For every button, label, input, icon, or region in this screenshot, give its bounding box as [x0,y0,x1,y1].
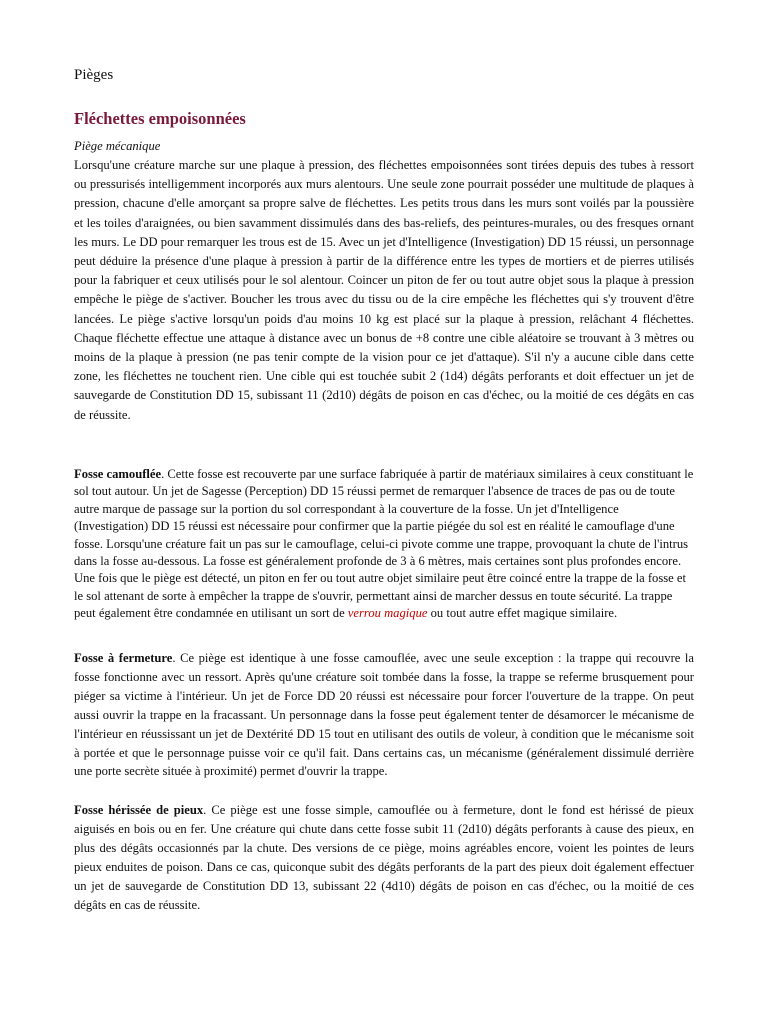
trap-description-paragraph: Lorsqu'une créature marche sur une plaque à pression, des fléchettes empoisonnées sont tirées depuis des tubes à ressort ou pressurisés intelligemment incorporés aux murs alentours. Une seule zone pourrait posséder une multitude de plaques à pression, chacune d'elle amorçant sa propre salve de fléchettes. Les petits trous dans les murs sont voilés par la poussière et les toiles d'araignées, ou bien savamment dissimulés dans des bas-reliefs, des peintures-murales, ou des fresques ornant les murs. Le DD pour remarquer les trous est de 15. Avec un jet d'Intelligence (Investigation) DD 15 réussi, un personnage peut déduire la présence d'une plaque à pression à partir de la différence entre les types de mortiers et de pierres utilisés pour la fabriquer et ceux utilisés pour le sol alentour. Coincer un piton de fer ou tout autre objet sous la plaque à pression empêche le piège de s'activer. Boucher les trous avec du tissu ou de la cire empêche les fléchettes qui s'y trouvent d'être lancées. Le piège s'active lorsqu'un poids d'au moins 10 kg est placé sur la plaque à pression, relâchant 4 fléchettes. Chaque fléchette effectue une attaque à distance avec un bonus de +8 contre une cible aléatoire se trouvant à 3 mètres ou moins de la plaque à pression (ne pas tenir compte de la vision pour ce jet d'attaque). S'il n'y a aucune cible dans cette zone, les fléchettes ne touchent rien. Une cible qui est touchée subit 2 (1d4) dégâts perforants et doit effectuer un jet de sauvegarde de Constitution DD 15, subissant 11 (2d10) dégâts de poison en cas d'échec, ou la moitié de ces dégâts en cas de réussite. [74,158,694,422]
spiked-pit-title: Fosse hérissée de pieux [74,803,204,817]
camouflaged-pit-title: Fosse camouflée [74,467,162,481]
section-header: Pièges [74,67,114,83]
camouflaged-pit-text-end: ou tout autre effet magique similaire. [427,606,618,621]
trap-subtitle: Piège mécanique [74,139,161,153]
trap-title: Fléchettes empoisonnées [74,109,246,128]
locking-pit-text: . Ce piège est identique à une fosse camouflée, avec une seule exception : la trappe qui recouvre la fosse fonctionne avec un ressort. Après qu'une créature soit tombée dans la fosse, la trappe se referme brusquement pour piéger sa victime à l'intérieur. Un jet de Force DD 20 réussi est nécessaire pour forcer l'ouverture de la trappe. On peut aussi ouvrir la trappe en la fracassant. Un personnage dans la fosse peut également tenter de désamorcer le mécanisme de l'intérieur en réussissant un jet de Dextérité DD 15 tout en utilisant des outils de voleur, à condition que le mécanisme soit à portée et que le personnage puisse voir ce qu'il fait. Dans certains cas, un mécanisme (généralement dissimulé derrière une porte secrète située à proximité) permet d'ouvrir la trappe. [74,651,694,779]
spiked-pit-paragraph [74,801,694,914]
spiked-pit-text: . Ce piège est une fosse simple, camouflée ou à fermeture, dont le fond est hérissé de pieux aiguisés en bois ou en fer. Une créature qui chute dans cette fosse subit 11 (2d10) dégâts perforants à cause des pieux, en plus des dégâts occasionnés par la chute. Des versions de ce piège, moins agréables encore, voient les pointes de leurs pieux enduites de poison. Dans ce cas, quiconque subit des dégâts perforants de la part des pieux doit également effectuer un jet de sauvegarde de Constitution DD 13, subissant 22 (4d10) dégâts de poison en cas d'échec, ou la moitié de ces dégâts en cas de réussite. [74,803,694,912]
locking-pit-title: Fosse à fermeture [74,651,173,665]
spell-reference: verrou magique [347,606,428,621]
camouflaged-pit-paragraph [74,466,694,623]
locking-pit-paragraph [74,649,694,781]
camouflaged-pit-text: . Cette fosse est recouverte par une surface fabriquée à partir de matériaux similaires à ceux constituant le sol tout autour. Un jet de Sagesse (Perception) DD 15 réussi permet de remarquer l'absence de traces de pas ou de toute autre marque de passage sur la portion du sol correspondant à la couverture de la fosse. Un jet d'Intelligence (Investigation) DD 15 réussi est nécessaire pour confirmer que la partie piégée du sol est en réalité le camouflage d'une fosse. Lorsqu'une créature fait un pas sur le camouflage, celui-ci pivote comme une trappe, provoquant la chute de l'intrus dans la fosse au-dessous. La fosse est généralement profonde de 3 à 6 mètres, mais certaines sont plus profondes encore. Une fois que le piège est détecté, un piton en fer ou tout autre objet similaire peut être coincé entre la trappe de la fosse et le sol attenant de sorte à empêcher la trappe de s'ouvrir, permettant ainsi de marcher dessus en toute sécurité. La trappe peut également être condamnée en utilisant un sort de [74,467,694,621]
